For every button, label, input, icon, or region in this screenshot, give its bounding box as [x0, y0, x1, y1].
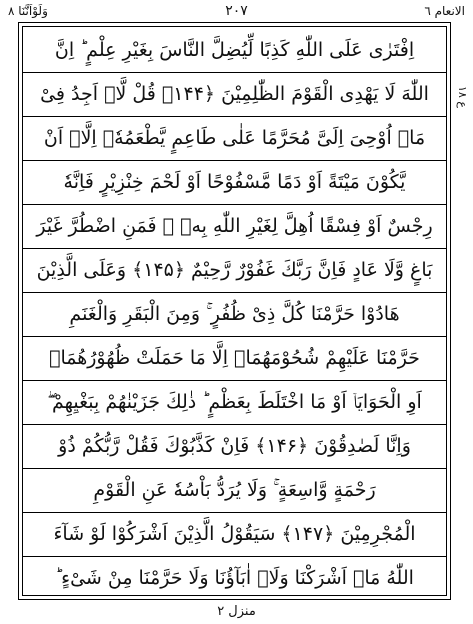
text-frame	[18, 22, 451, 600]
text-line-12: الْمُجْرِمِيْنَ ﴿۱۴۷﴾ سَيَقُوْلُ الَّذِيْنَ اَشْرَكُوْا لَوْ شَآءَ	[53, 523, 416, 546]
text-line-11: رَحْمَةٍ وَّاسِعَةٍ ۚ وَلَا يُرَدُّ بَاْسُهٗ عَنِ الْقَوْمِ	[93, 479, 376, 502]
text-line-7: هَادُوْا حَرَّمْنَا كُلَّ ذِىْ ظُفُرٍ ۚ وَمِنَ الْبَقَرِ وَالْغَنَمِ	[69, 303, 400, 326]
text-line-13: اللّٰهُ مَاۤ اَشْرَكْنَا وَلَاۤ اٰبَآؤُنَا وَلَا حَرَّمْنَا مِنْ شَىْءٍ ؕ	[55, 567, 414, 590]
text-line-9: اَوِ الْحَوَايَاۤ اَوْ مَا اخْتَلَطَ بِعَظْمٍ ؕ ذٰلِكَ جَزَيْنٰهُمْ بِبَغْيِهِمْ ۖ	[47, 391, 422, 414]
text-line-6: بَاغٍ وَّلَا عَادٍ فَاِنَّ رَبَّكَ غَفُوْرٌ رَّحِيْمٌ ﴿۱۴۵﴾ وَعَلَى الَّذِيْنَ	[36, 259, 433, 282]
surah-name: الانعام ٦	[424, 4, 465, 18]
page-header	[8, 2, 465, 22]
ruku-margin-note: ع ١٨	[456, 86, 469, 108]
manzil-footer: منزل ٢	[217, 604, 256, 619]
page-number: ٢٠٧	[225, 3, 248, 19]
text-line-10: وَاِنَّا لَصٰدِقُوْنَ ﴿۱۴۶﴾ فَاِنْ كَذَّبُوْكَ فَقُلْ رَّبُّكُمْ ذُوْ	[58, 435, 411, 458]
juz-name: وَلَوْاَنَّنَا ٨	[8, 4, 48, 18]
text-frame-inner	[22, 26, 447, 596]
text-line-4: يَّكُوْنَ مَيْتَةً اَوْ دَمًا مَّسْفُوْحًا اَوْ لَحْمَ خِنْزِيْرٍ فَاِنَّهٗ	[63, 171, 406, 194]
text-line-2: اللّٰهَ لَا يَهْدِى الْقَوْمَ الظّٰلِمِيْنَ ﴿۱۴۴﴾ قُلْ لَّاۤ اَجِدُ فِىْ	[40, 83, 429, 106]
text-line-5: رِجْسٌ اَوْ فِسْقًا اُهِلَّ لِغَيْرِ اللّٰهِ بِهٖ ۚ فَمَنِ اضْطُرَّ غَيْرَ	[36, 215, 433, 238]
text-line-1: اِفْتَرٰى عَلَى اللّٰهِ كَذِبًا لِّيُضِلَّ النَّاسَ بِغَيْرِ عِلْمٍ ؕ اِنَّ	[54, 39, 415, 62]
text-line-3: مَاۤ اُوْحِىَ اِلَىَّ مُحَرَّمًا عَلٰى طَاعِمٍ يَّطْعَمُهٗۤ اِلَّاۤ اَنْ	[43, 127, 426, 150]
text-line-8: حَرَّمْنَا عَلَيْهِمْ شُحُوْمَهُمَاۤ اِلَّا مَا حَمَلَتْ ظُهُوْرُهُمَاۤ	[49, 347, 420, 370]
